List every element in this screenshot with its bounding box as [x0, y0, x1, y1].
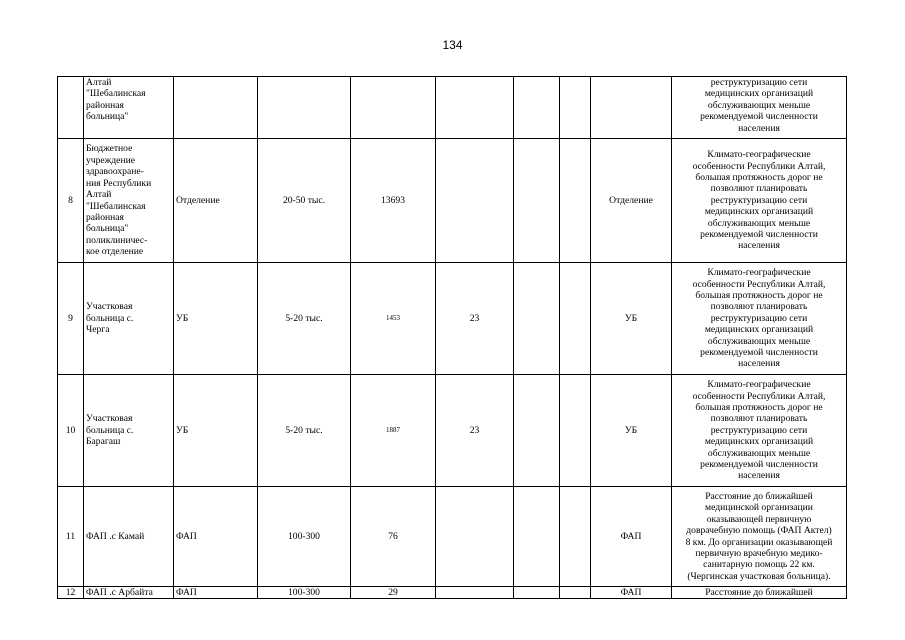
row-number: 9 — [58, 263, 84, 375]
staff-count — [436, 487, 514, 587]
empty-cell — [514, 263, 552, 375]
empty-cell — [560, 375, 591, 487]
row-number: 11 — [58, 487, 84, 587]
served-population: 76 — [351, 487, 436, 587]
served-population: 13693 — [351, 139, 436, 263]
empty-cell — [514, 139, 552, 263]
staff-count: 23 — [436, 263, 514, 375]
empty-cell — [552, 587, 560, 599]
population-range: 100-300 — [258, 587, 351, 599]
population-range: 5-20 тыс. — [258, 375, 351, 487]
population-range — [258, 77, 351, 139]
page-number: 134 — [442, 38, 463, 52]
justification: Климато-географические особенности Республики Алтай, большая протяжность дорог не позволяют планировать реструктуризацию сети медицинских организаций обслуживающих меньше рекомендуемой численности населения — [672, 263, 847, 375]
medical-facilities-table — [57, 76, 847, 599]
facility-name: ФАП .с Арбайта — [84, 587, 174, 599]
staff-count — [436, 587, 514, 599]
facility-name: Алтай "Шебалинская районная больница" — [84, 77, 174, 139]
empty-cell — [514, 587, 552, 599]
planned-type — [591, 77, 672, 139]
empty-cell — [560, 587, 591, 599]
served-population: 29 — [351, 587, 436, 599]
row-number — [58, 77, 84, 139]
justification: реструктуризацию сети медицинских организаций обслуживающих меньше рекомендуемой численности населения — [672, 77, 847, 139]
table-row — [58, 375, 847, 487]
table-row — [58, 139, 847, 263]
table-row — [58, 587, 847, 599]
justification: Расстояние до ближайшей медицинской организации оказывающей первичную доврачебную помощь (ФАП Актел) 8 км. До организации оказывающей первичную врачебную медико- санитарную помощь 22 км. (Чергинская участковая больница). — [672, 487, 847, 587]
facility-name: Бюджетное учреждение здравоохранe- ния Республики Алтай "Шебалинская районная больница" поликлиничес- кое отделение — [84, 139, 174, 263]
facility-type: ФАП — [174, 587, 258, 599]
facility-name: ФАП .с Камай — [84, 487, 174, 587]
population-range: 5-20 тыс. — [258, 263, 351, 375]
empty-cell — [552, 139, 560, 263]
row-number: 8 — [58, 139, 84, 263]
empty-cell — [552, 263, 560, 375]
row-number: 10 — [58, 375, 84, 487]
empty-cell — [552, 487, 560, 587]
served-population — [351, 77, 436, 139]
facility-name: Участковая больница с. Черга — [84, 263, 174, 375]
empty-cell — [560, 139, 591, 263]
staff-count — [436, 77, 514, 139]
empty-cell — [514, 487, 552, 587]
justification: Климато-географические особенности Республики Алтай, большая протяжность дорог не позволяют планировать реструктуризацию сети медицинских организаций обслуживающих меньше рекомендуемой численности населения — [672, 375, 847, 487]
empty-cell — [514, 77, 552, 139]
empty-cell — [560, 263, 591, 375]
table-row — [58, 263, 847, 375]
facility-name: Участковая больница с. Барагаш — [84, 375, 174, 487]
empty-cell — [552, 77, 560, 139]
justification: Климато-географические особенности Республики Алтай, большая протяжность дорог не позволяют планировать реструктуризацию сети медицинских организаций обслуживающих меньше рекомендуемой численности населения — [672, 139, 847, 263]
planned-type: УБ — [591, 375, 672, 487]
empty-cell — [560, 487, 591, 587]
empty-cell — [552, 375, 560, 487]
planned-type: ФАП — [591, 487, 672, 587]
row-number: 12 — [58, 587, 84, 599]
facility-type: УБ — [174, 263, 258, 375]
served-population: 1887 — [351, 375, 436, 487]
empty-cell — [560, 77, 591, 139]
facility-type: УБ — [174, 375, 258, 487]
planned-type: Отделение — [591, 139, 672, 263]
staff-count: 23 — [436, 375, 514, 487]
population-range: 100-300 — [258, 487, 351, 587]
population-range: 20-50 тыс. — [258, 139, 351, 263]
facility-type — [174, 77, 258, 139]
facility-type: ФАП — [174, 487, 258, 587]
justification: Расстояние до ближайшей — [672, 587, 847, 599]
staff-count — [436, 139, 514, 263]
facility-type: Отделение — [174, 139, 258, 263]
empty-cell — [514, 375, 552, 487]
served-population: 1453 — [351, 263, 436, 375]
table-row — [58, 487, 847, 587]
planned-type: УБ — [591, 263, 672, 375]
planned-type: ФАП — [591, 587, 672, 599]
table-row — [58, 77, 847, 139]
